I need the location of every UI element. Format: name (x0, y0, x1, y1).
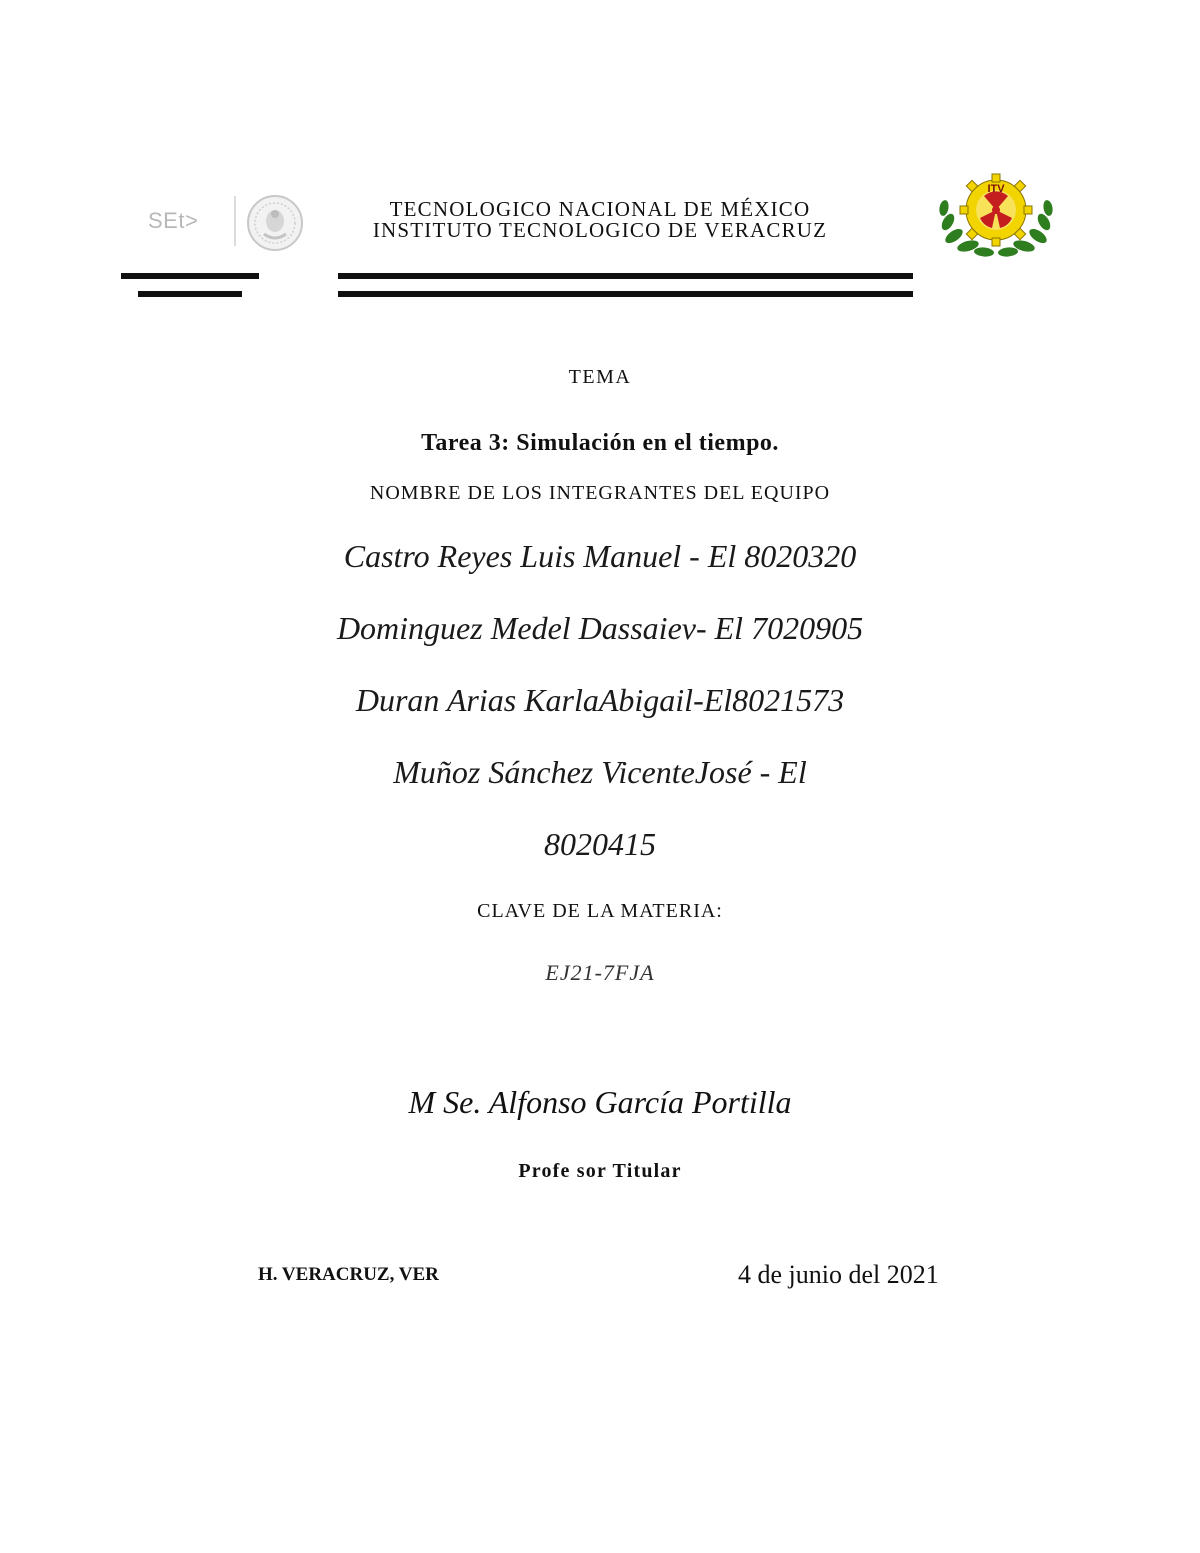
member-name: Duran Arias KarlaAbigail-El8021573 (355, 682, 845, 718)
header-rule-right-top (338, 273, 913, 279)
fecha: 4 de junio del 2021 (738, 1260, 939, 1289)
tarea-title: Tarea 3: Simulación en el tiempo. (421, 430, 779, 456)
profesor-role: Profe sor Titular (518, 1160, 682, 1182)
mexico-seal-icon (246, 194, 304, 252)
set-logo-text: SEt> (148, 208, 199, 233)
member-name: Dominguez Medel Dassaiev- El 7020905 (336, 610, 864, 646)
institution-name-line1: TECNOLOGICO NACIONAL DE MÉXICO (389, 197, 811, 221)
member-name: Muñoz Sánchez VicenteJosé - El (393, 754, 807, 790)
profesor-name: M Se. Alfonso García Portilla (408, 1084, 792, 1120)
clave-materia-label: CLAVE DE LA MATERIA: (477, 900, 723, 922)
institution-name-line2: INSTITUTO TECNOLOGICO DE VERACRUZ (372, 218, 828, 242)
tema-label: TEMA (568, 366, 632, 388)
logo-divider (234, 196, 236, 246)
svg-text:ITV: ITV (987, 183, 1005, 195)
lugar: H. VERACRUZ, VER (258, 1264, 439, 1285)
member-name: 8020415 (544, 826, 656, 862)
header-rule-right-bottom (338, 291, 913, 297)
header-rule-left-bottom (138, 291, 242, 297)
member-name: Castro Reyes Luis Manuel - El 8020320 (343, 538, 857, 574)
integrantes-label: NOMBRE DE LOS INTEGRANTES DEL EQUIPO (369, 482, 831, 504)
ity-gear-emblem-icon (934, 166, 1058, 266)
clave-materia-value: EJ21-7FJA (545, 960, 655, 985)
header-rule-left-top (121, 273, 259, 279)
